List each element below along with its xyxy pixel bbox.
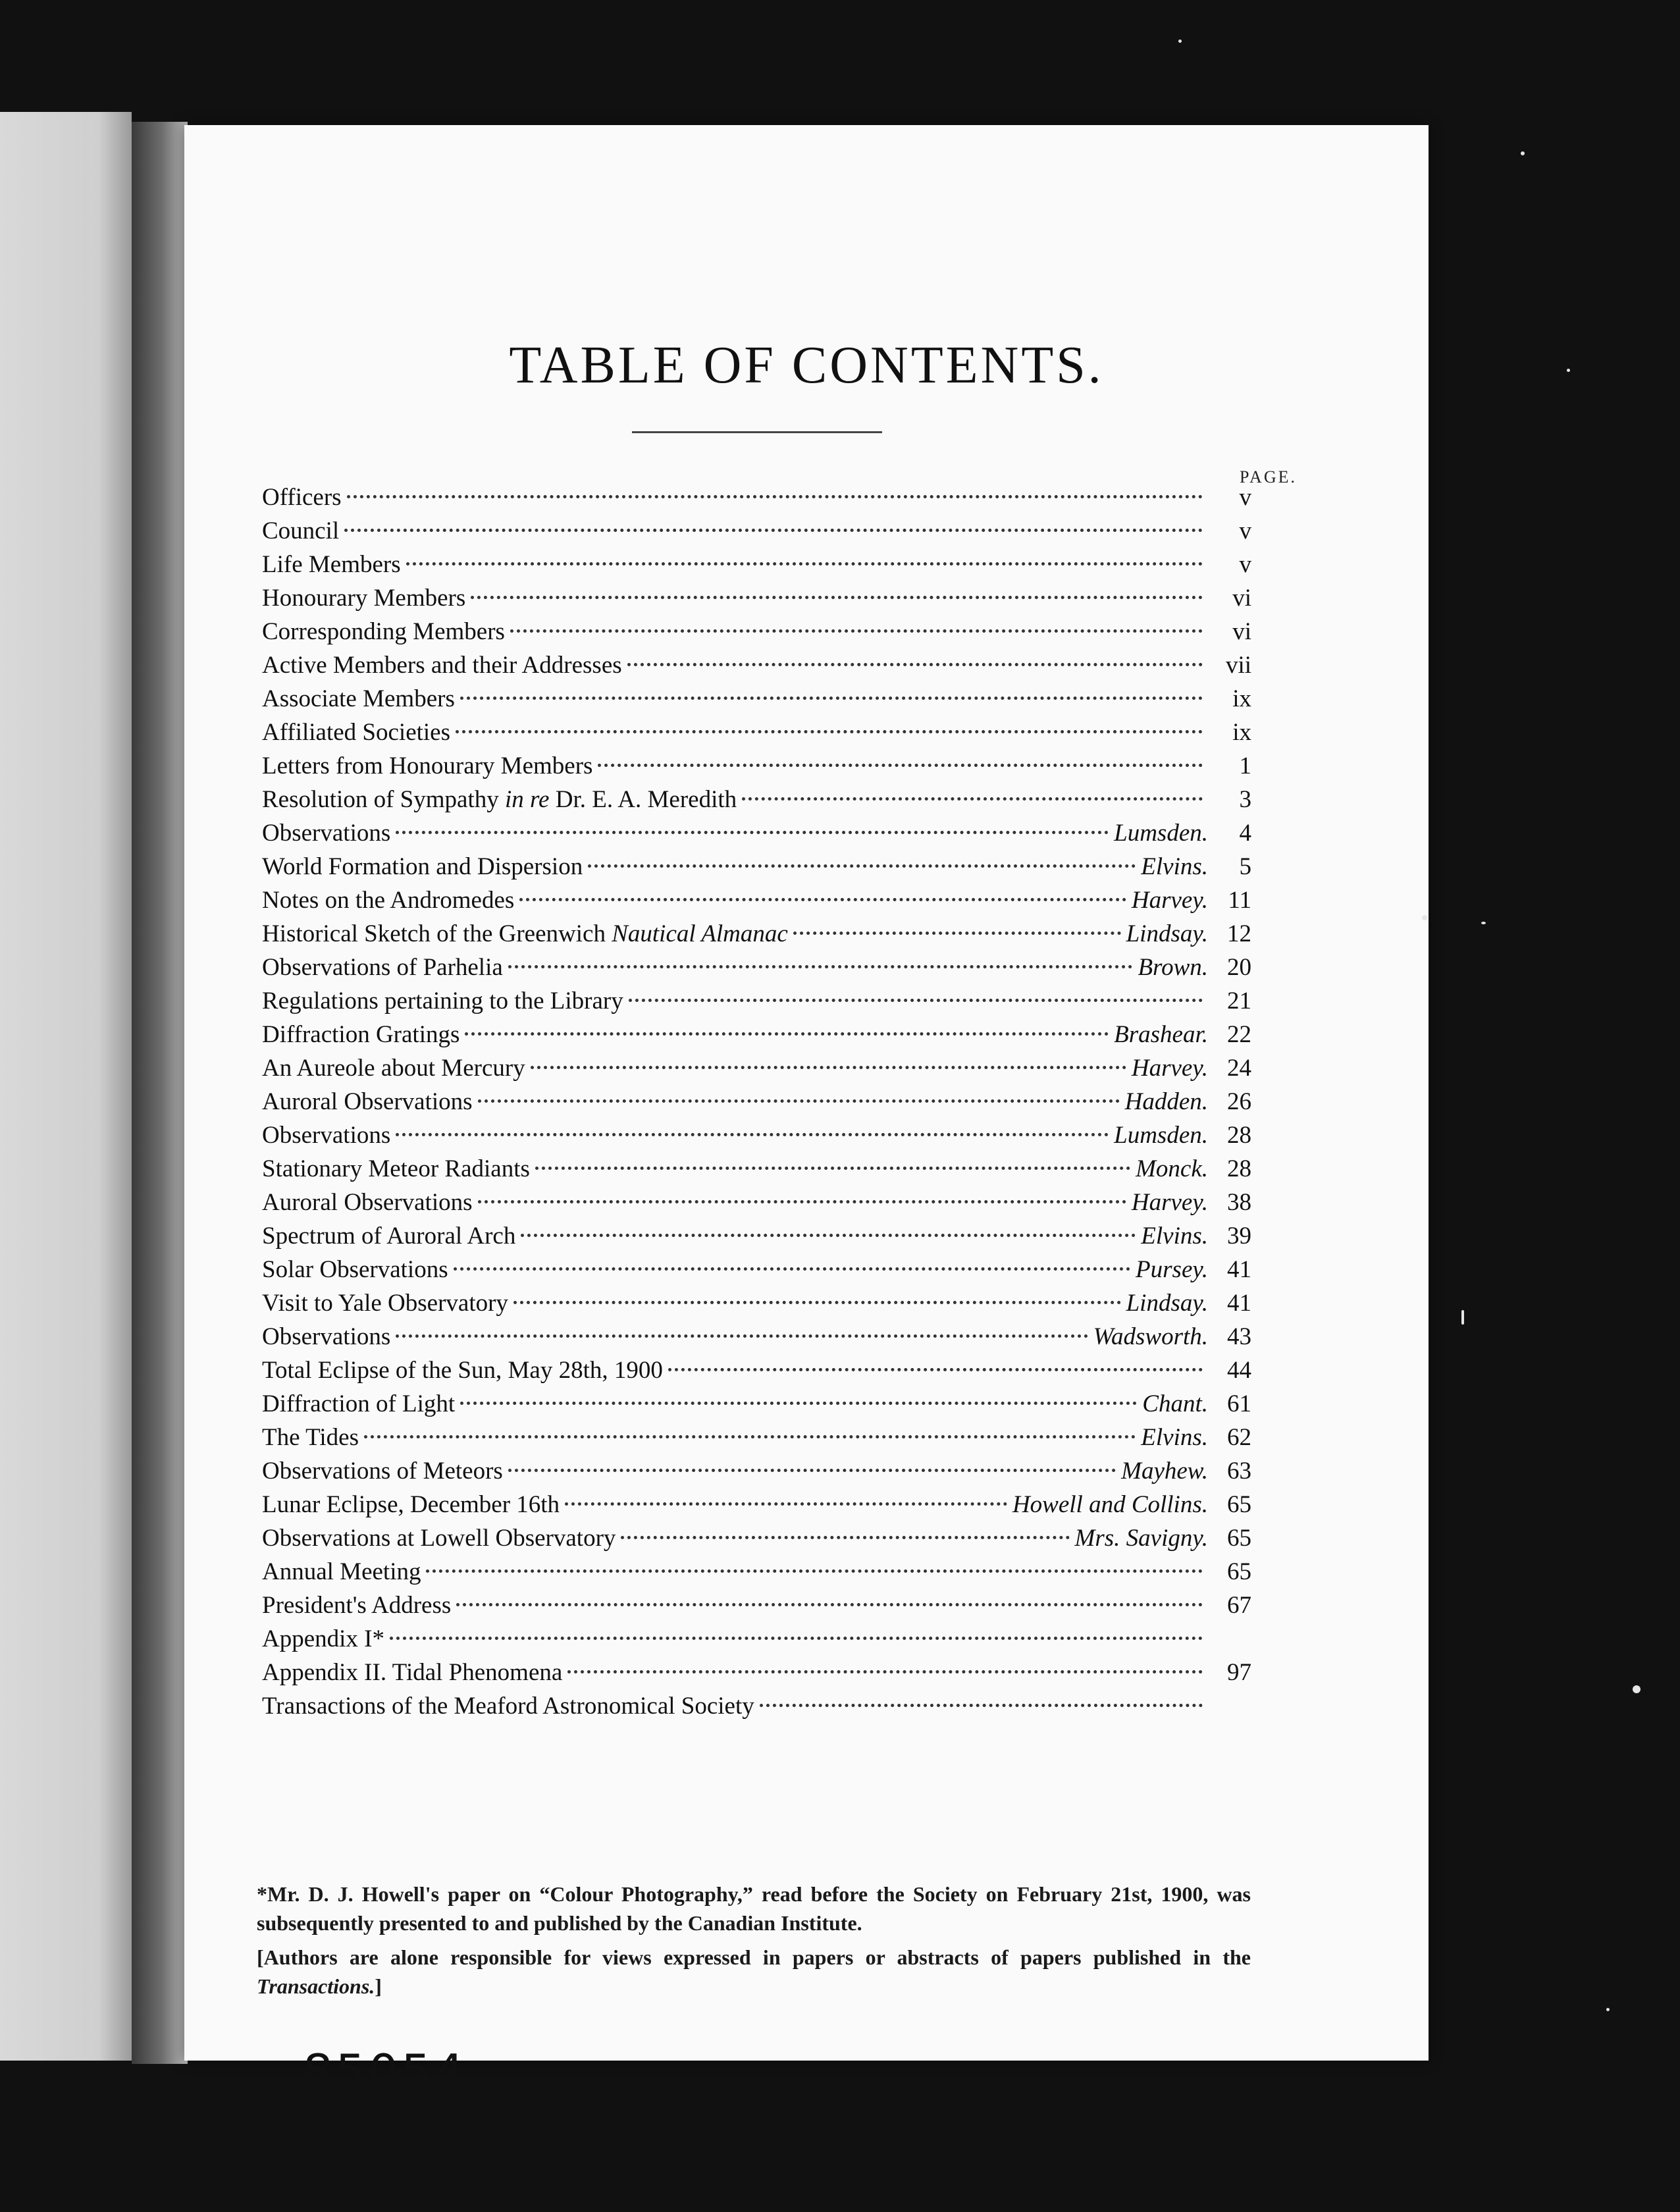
toc-entry-page: 61 [1227,1390,1251,1417]
toc-entry-author: Harvey. [1131,1189,1208,1216]
toc-entry [262,1253,1251,1286]
toc-entry [262,816,1251,850]
toc-entry [262,581,1251,615]
toc-entry-page: 26 [1227,1088,1251,1115]
toc-entry-title: Corresponding Members [262,618,505,645]
toc-entry [262,1521,1251,1555]
dot-leader [588,864,1136,868]
toc-entry-page: 11 [1228,887,1251,914]
dot-leader [668,1368,1203,1371]
dot-leader [364,1435,1136,1438]
dot-leader [344,529,1203,532]
toc-entry [262,1421,1251,1454]
toc-entry-author: Lindsay. [1126,920,1208,947]
toc-entry [262,1488,1251,1521]
page-column-heading: PAGE. [1239,467,1297,487]
toc-entry [262,548,1251,581]
toc-entry-title: Auroral Observations [262,1088,473,1115]
toc-entry [262,1152,1251,1186]
toc-entry-title: Diffraction Gratings [262,1021,460,1048]
dot-leader [535,1167,1130,1170]
toc-entry [262,883,1251,917]
toc-entry [262,1589,1251,1622]
toc-entry [262,1354,1251,1387]
toc-entry-title: Life Members [262,551,401,578]
dot-leader [478,1099,1120,1103]
toc-entry-title: Diffraction of Light [262,1390,456,1417]
toc-entry [262,716,1251,749]
toc-entry-author: Mrs. Savigny. [1074,1525,1208,1552]
toc-entry-author: Wadsworth. [1093,1323,1208,1350]
dust-speck [1633,1685,1641,1693]
toc-entry-page: 12 [1227,920,1251,947]
toc-entry [262,1622,1251,1656]
toc-entry-title: Visit to Yale Observatory [262,1290,508,1317]
toc-entry-author: Elvins. [1141,1424,1208,1451]
dot-leader [456,1603,1203,1606]
toc-entry [262,1555,1251,1589]
toc-entry-page: ix [1232,685,1251,712]
title-divider [632,431,882,433]
toc-entry [262,1387,1251,1421]
toc-entry [262,1018,1251,1051]
toc-entry-title: Observations [262,820,391,847]
dot-leader [396,1133,1109,1136]
toc-entry-page: 41 [1227,1256,1251,1283]
toc-entry [262,749,1251,783]
footnotes [257,1880,1251,2006]
toc-entry-page: 97 [1227,1659,1251,1686]
toc-entry [262,1186,1251,1219]
toc-entry-page: 21 [1227,988,1251,1014]
toc-entry [262,1286,1251,1320]
toc-entry [262,615,1251,648]
toc-entry-title: Resolution of Sympathy in re Dr. E. A. Meredith [262,786,737,813]
toc-entry [262,1119,1251,1152]
toc-entry-author: Brown. [1138,954,1208,981]
toc-entry-page: 28 [1227,1155,1251,1182]
dot-leader [460,1402,1137,1405]
toc-entry-page: vi [1232,585,1251,612]
toc-entry-author: Pursey. [1136,1256,1208,1283]
dot-leader [629,999,1203,1002]
toc-entry [262,1085,1251,1119]
toc-entry-title: Officers [262,484,342,511]
toc-entry-title: Observations [262,1323,391,1350]
toc-entry [262,917,1251,951]
book-gutter [132,122,188,2064]
toc-entry [262,783,1251,816]
dot-leader [456,730,1203,733]
dot-leader [627,663,1203,666]
toc-entry-author: Harvey. [1131,1055,1208,1082]
dot-leader [390,1637,1203,1640]
dot-leader [478,1200,1126,1203]
toc-entry-title: Council [262,517,340,544]
dot-leader [454,1267,1130,1271]
toc-entry-page: 24 [1227,1055,1251,1082]
toc-entry [262,1454,1251,1488]
toc-entry-author: Mayhew. [1121,1458,1208,1485]
toc-entry [262,1320,1251,1354]
dot-leader [347,495,1203,498]
dot-leader [426,1569,1203,1573]
toc-entry-page: vii [1225,652,1251,679]
dot-leader [598,764,1203,767]
toc-entry [262,514,1251,548]
toc-entry-page: 67 [1227,1592,1251,1619]
toc-entry-title: Letters from Honourary Members [262,752,593,779]
toc-entry-page: 3 [1239,786,1251,813]
toc-entry [262,648,1251,682]
page-title: TABLE OF CONTENTS. [509,336,1104,394]
toc-entry-author: Harvey. [1131,887,1208,914]
dot-leader [471,596,1203,599]
toc-entry-title: Observations [262,1122,391,1149]
dust-speck [1606,2008,1610,2011]
toc-entry-title: The Tides [262,1424,359,1451]
toc-entry-page: 41 [1227,1290,1251,1317]
dust-speck [1521,151,1525,155]
toc-entry [262,1689,1251,1723]
toc-entry-author: Hadden. [1124,1088,1208,1115]
toc-entry-title: Regulations pertaining to the Library [262,988,623,1014]
toc-entry-title: Observations of Parhelia [262,954,503,981]
toc-entry [262,1219,1251,1253]
toc-entry [262,481,1251,514]
toc-entry-page: 1 [1239,752,1251,779]
toc-entry-page: 65 [1227,1558,1251,1585]
toc-entry-page: 22 [1227,1021,1251,1048]
toc-entry-title: Annual Meeting [262,1558,421,1585]
toc-entry-title: Associate Members [262,685,455,712]
toc-entry-title: Observations at Lowell Observatory [262,1525,616,1552]
footnote-colour-photography: *Mr. D. J. Howell's paper on “Colour Photography,” read before the Society on February 21st, 1900, was subsequently presented to and published by the Canadian Institute. [257,1882,1251,1935]
toc-entry-title: Affiliated Societies [262,719,450,746]
toc-entry-author: Howell and Collins. [1012,1491,1208,1518]
adjacent-page-edge [0,112,132,2061]
toc-entry-title: Stationary Meteor Radiants [262,1155,530,1182]
dot-leader [565,1502,1007,1506]
dust-speck [1481,922,1486,924]
toc-entry-title: President's Address [262,1592,452,1619]
toc-entry-page: 20 [1227,954,1251,981]
dust-speck [1422,915,1427,920]
toc-entry-title: Observations of Meteors [262,1458,503,1485]
toc-entry-title: World Formation and Dispersion [262,853,583,880]
toc-entry-title: An Aureole about Mercury [262,1055,525,1082]
toc-entry-author: Lumsden. [1114,820,1208,847]
dust-speck [1461,1310,1464,1325]
dot-leader [465,1032,1109,1036]
toc-entry-title-italic: in re [504,786,550,813]
toc-entry-author: Elvins. [1141,853,1208,880]
toc-entry-title: Spectrum of Auroral Arch [262,1223,516,1250]
toc-entry-author: Lumsden. [1114,1122,1208,1149]
toc-entry-title: Honourary Members [262,585,466,612]
toc-entry-page: 5 [1239,853,1251,880]
dot-leader [396,831,1109,834]
dot-leader [567,1670,1203,1673]
toc-entry-title: Appendix I* [262,1625,384,1652]
toc-entry-title: Total Eclipse of the Sun, May 28th, 1900 [262,1357,663,1384]
toc-entry-title: Transactions of the Meaford Astronomical Society [262,1693,754,1720]
toc-entry-title: Lunar Eclipse, December 16th [262,1491,560,1518]
dot-leader [760,1704,1203,1707]
toc-entry-author: Lindsay. [1126,1290,1208,1317]
dust-speck [1178,40,1182,43]
dot-leader [519,898,1126,901]
toc-entry-page: 44 [1227,1357,1251,1384]
footnote-authors-responsibility [257,1943,1251,2001]
dot-leader [406,562,1203,566]
dot-leader [531,1066,1126,1069]
dot-leader [460,697,1203,700]
dust-speck [1567,369,1570,372]
toc-entry-title: Historical Sketch of the Greenwich Nautical Almanac [262,920,788,947]
toc-entry-page: 65 [1227,1525,1251,1552]
footnote-text-end: ] [375,1974,382,1998]
footnote-italic: Transactions. [257,1974,375,1998]
toc-entry [262,951,1251,984]
dot-leader [513,1301,1121,1304]
toc-entry-author: Brashear. [1114,1021,1208,1048]
dot-leader [742,797,1203,801]
toc-entry-page: v [1239,551,1251,578]
toc-entry [262,850,1251,883]
toc-entry-page: ix [1232,719,1251,746]
toc-entry-author: Monck. [1136,1155,1208,1182]
toc-entry-title: Active Members and their Addresses [262,652,622,679]
toc-entry-page: 62 [1227,1424,1251,1451]
toc-entry-title: Solar Observations [262,1256,448,1283]
toc-entry-page: 28 [1227,1122,1251,1149]
toc-entry-page: 4 [1239,820,1251,847]
dot-leader [621,1536,1069,1539]
table-of-contents [262,481,1251,1723]
toc-entry-title: Appendix II. Tidal Phenomena [262,1659,563,1686]
toc-entry-title: Notes on the Andromedes [262,887,515,914]
toc-entry-page: 63 [1227,1458,1251,1485]
dot-leader [508,1469,1116,1472]
toc-entry-page: v [1239,484,1251,511]
toc-entry [262,984,1251,1018]
toc-entry-title-italic: Nautical Almanac [612,920,788,947]
handwritten-accession-number: 85054 [303,2044,467,2099]
dot-leader [508,965,1133,968]
toc-entry-page: v [1239,517,1251,544]
toc-entry [262,1656,1251,1689]
document-page [184,125,1429,2099]
dot-leader [793,932,1121,935]
dot-leader [396,1334,1088,1338]
toc-entry-page: 65 [1227,1491,1251,1518]
toc-entry [262,682,1251,716]
toc-entry [262,1051,1251,1085]
toc-entry-author: Elvins. [1141,1223,1208,1250]
toc-entry-page: 38 [1227,1189,1251,1216]
toc-entry-page: 43 [1227,1323,1251,1350]
toc-entry-title: Auroral Observations [262,1189,473,1216]
footnote-text: [Authors are alone responsible for views expressed in papers or abstracts of papers published in the [257,1945,1251,1969]
dot-leader [521,1234,1136,1237]
toc-entry-page: vi [1232,618,1251,645]
toc-entry-author: Chant. [1142,1390,1208,1417]
toc-entry-page: 39 [1227,1223,1251,1250]
dot-leader [510,629,1203,633]
